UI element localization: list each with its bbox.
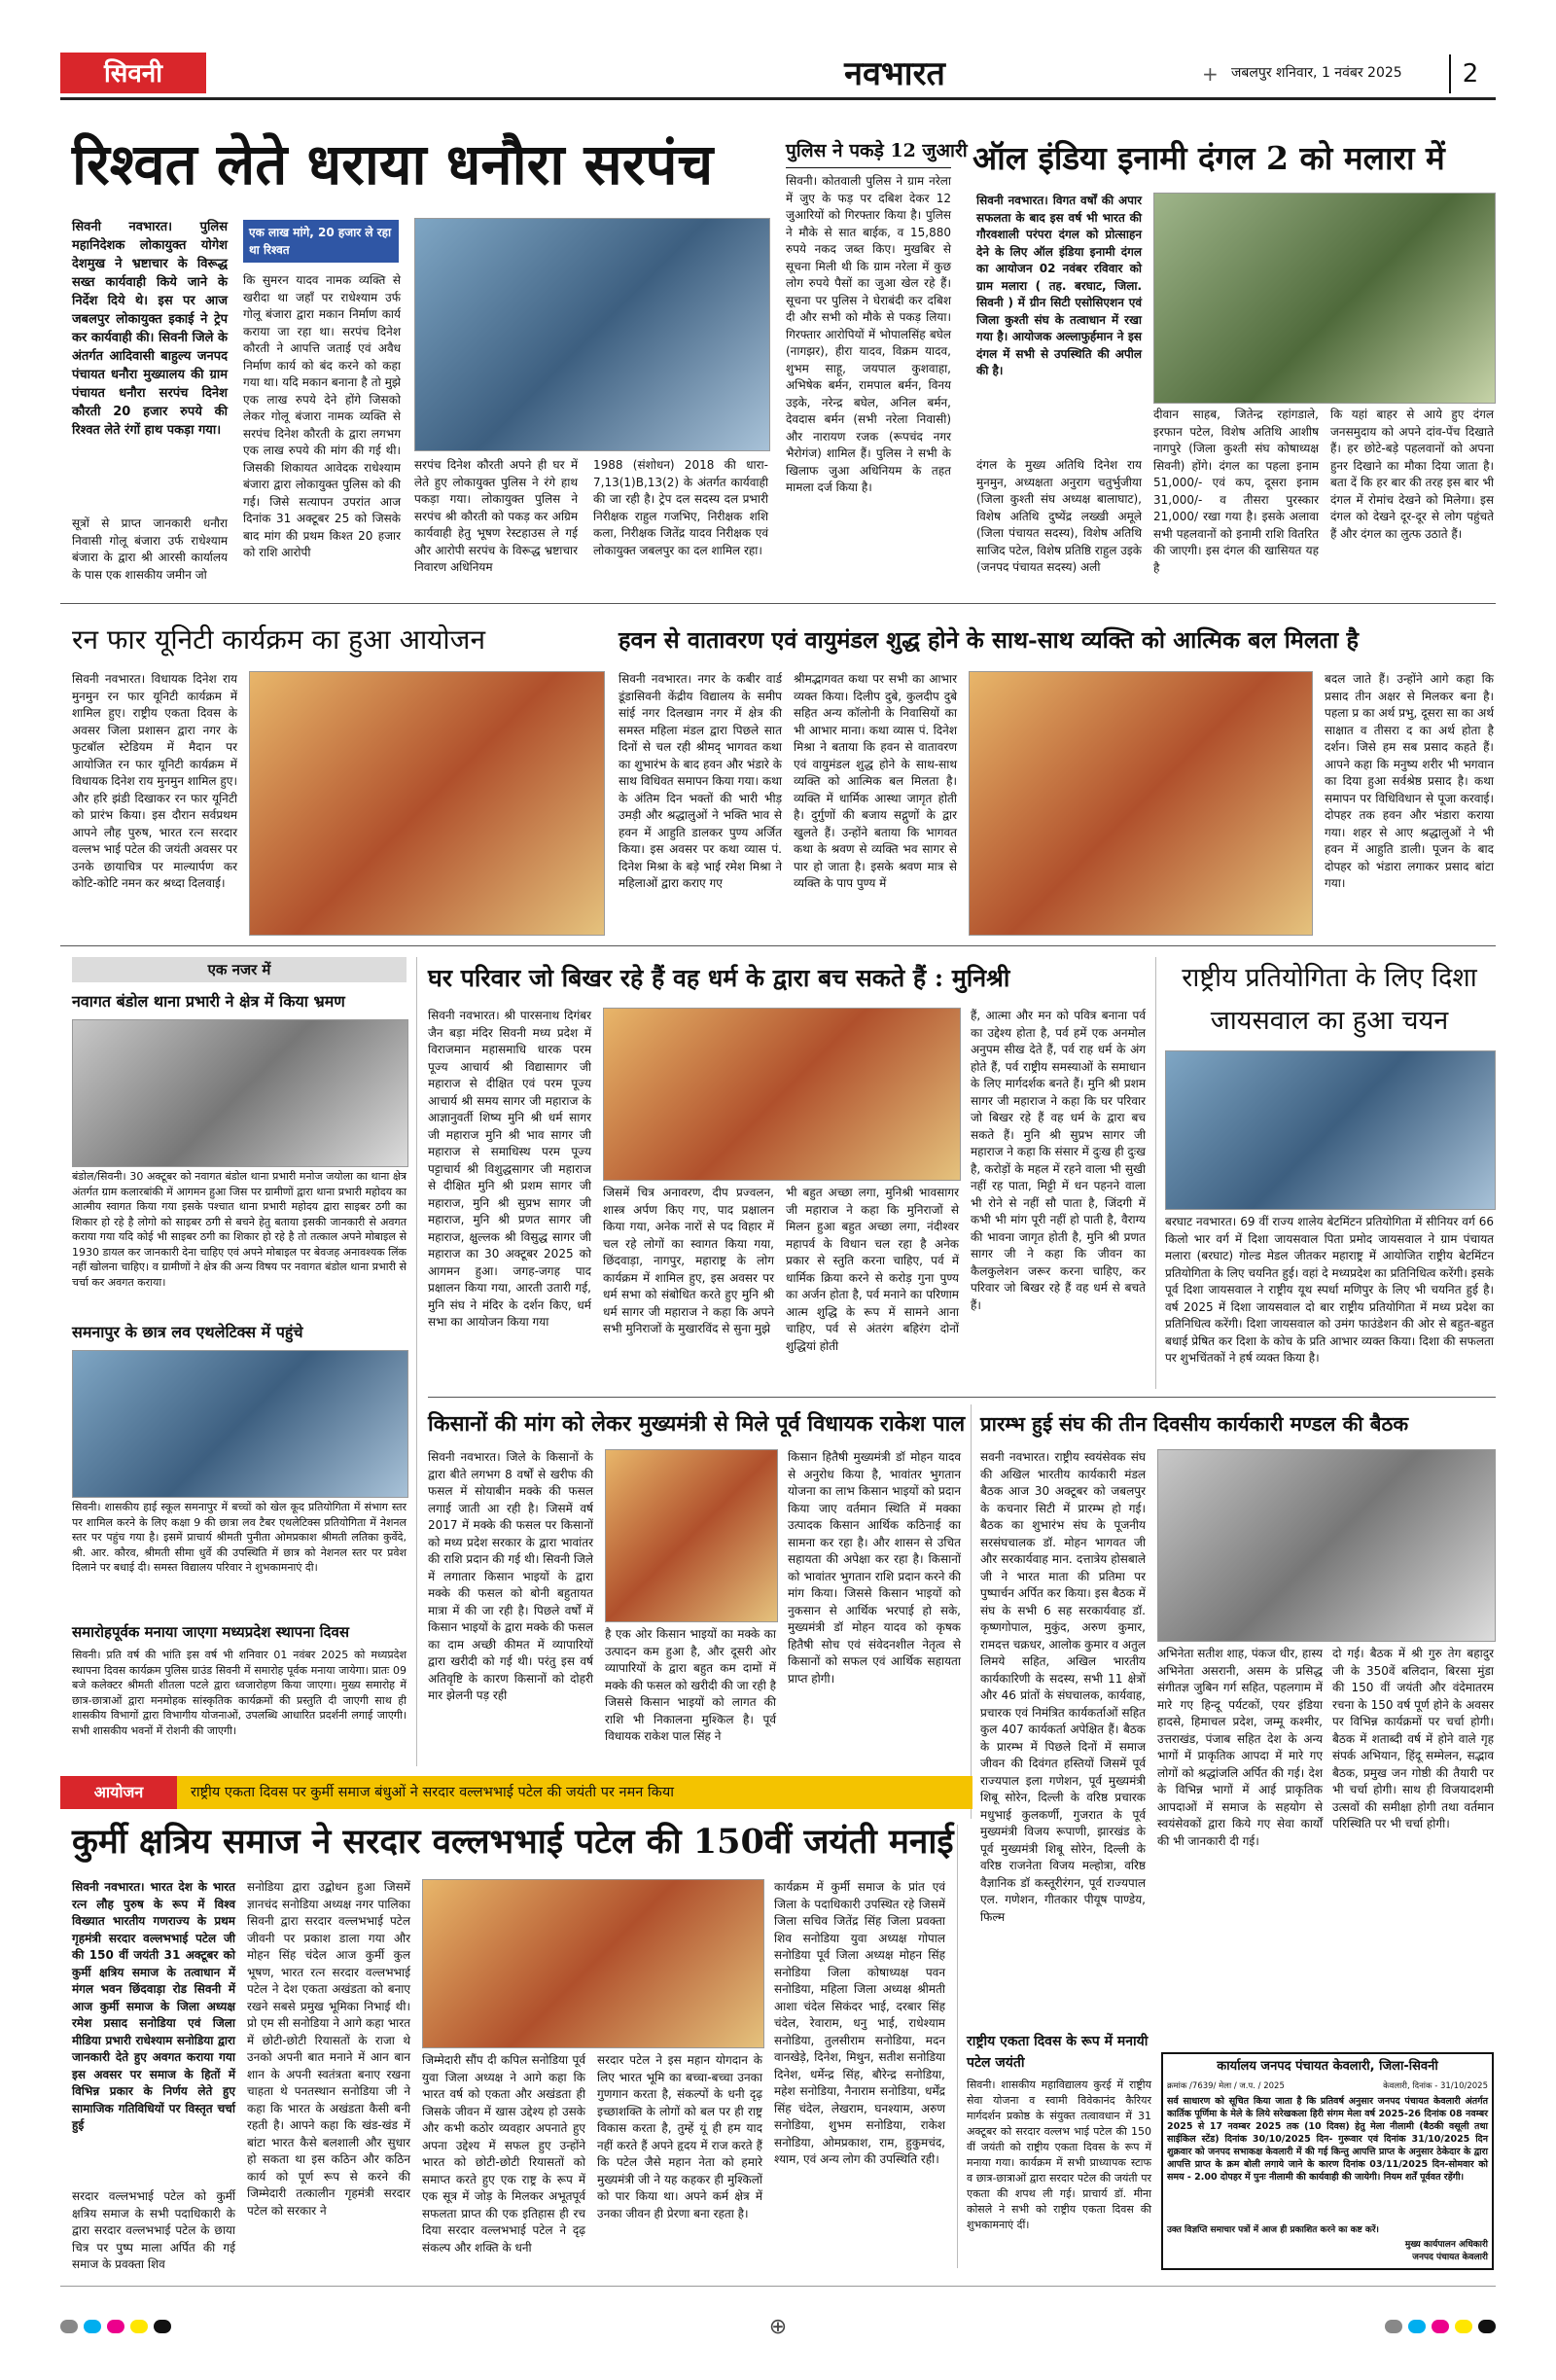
notice-body: सर्व साधारण को सूचित किया जाता है कि प्रतिवर्ष अनुसार जनपद पंचायत केवलारी अंतर्गत कार्तिक पूर्णिमा के मेले के लिये सरेखकला हिरी संगम मेला वर्ष 2025-26 दिनांक 08 नवम्बर 2025 से 17 नवम्बर 2025 तक (10 दिवस) हेतु मेला नीलामी (बैठकी वसूली तथा साईकिल स्टेंड) दिनांक 30/10/2025 दिन- गुरूवार एवं दिनांक 31/10/2025 दिन शुक्रवार को जनपद सभाकक्ष केवलारी में की गई किन्तु आपत्ति प्राप्त के अनुसार ठेकेदार के द्वारा आपत्ति प्राप्त के क्रम बोली लगाये जाने के कारण दिनांक 03/11/2025 दिन-सोमवार को समय - 2.00 दोपहर में पुनः नीलामी की कार्यवाही की जायेगी। नियम शर्तें पूर्ववत रहेंगी।: [1167, 2096, 1488, 2183]
story6-col-a: सिवनी नवभारत। श्री पारसनाथ दिगंबर जैन बड़ा मंदिर सिवनी मध्य प्रदेश में विराजमान महासमाधि धारक परम पूज्य आचार्य श्री विद्यासागर जी महाराज से दीक्षित एवं परम पूज्य आचार्य श्री समय सागर जी महाराज के आज्ञानुवर्ती शिष्य मुनि श्री धर्म सागर जी महाराज मुनि श्री भाव सागर जी महाराज से समाधिस्थ परम पूज्य पट्टाचार्य श्री विशुद्धसागर जी महाराज से दीक्षित मुनि श्री प्रशम सागर जी महाराज, मुनि श्री सुप्रभ सागर जी महाराज, मुनि श्री प्रणत सागर जी महाराज, क्षुल्लक श्री विसुद्ध सागर जी महाराज का 30 अक्टूबर 2025 को आगमन हुआ। जगह-जगह पाद प्रक्षालन किया गया, आरती उतारी गई, मुनि संघ ने मंदिर के दर्शन किए, धर्म सभा का आयोजन किया गया: [428, 1009, 591, 1329]
story3-photo: [1153, 193, 1496, 404]
story1-headline: रिश्वत लेते धराया धनौरा सरपंच: [72, 131, 714, 197]
story10-lead: सिवनी नवभारत। भारत देश के भारत रत्न लौह पुरुष के रूप में विश्व विख्यात भारतीय गणराज्य के प्रथम गृहमंत्री सरदार वल्लभभाई पटेल जी की 150 वीं जयंती 31 अक्टूबर को कुर्मी क्षत्रिय समाज के तत्वाधान में मंगल भवन छिंदवाड़ा रोड सिवनी में आज कुर्मी समाज के जिला अध्यक्ष रमेश प्रसाद सनोडिया एवं जिला मीडिया प्रभारी राधेश्याम सनोडिया द्वारा जानकारी देते हुए अवगत कराया गया इस अवसर पर समाज के हितों में विभिन्न प्रकार के निर्णय लेते हुए सामाजिक गतिविधियों पर विस्तृत चर्चा हुई: [72, 1880, 235, 2132]
story7-body: बरघाट नवभारत। 69 वीं राज्य शालेय बेटमिंटन प्रतियोगिता में सीनियर वर्ग 66 किलो भार वर्ग में दिशा जायसवाल पिता प्रमोद जायसवाल ने ग्राम पंचायत मलारा (बरघाट) गोल्ड मेडल जीतकर महाराष्ट्र में आयोजित राष्ट्रीय बेटमिंटन प्रतियोगिता के लिए चयनित हुई। वहां दे मध्यप्रदेश का प्रतिनिधित्व करेंगी। इसके पूर्व दिशा जायसवाल ने राष्ट्रीय यूथ स्पर्धा मणिपुर के लिए भी चयनित हुई है। वर्ष 2025 में दिशा जायसवाल दो बार राष्ट्रीय प्रतियोगिता में मध्य प्रदेश का प्रतिनिधित्व करेंगी। दिशा जायसवाल को उमंग फाउंडेशन की ओर से बहुत-बहुत बधाई प्रेषित कर दिशा के कोच के प्रति आभार व्यक्त किया। दिशा की सफलता पर शुभचिंतकों ने हर्ष व्यक्त किया है।: [1165, 1215, 1494, 1365]
section-label: सिवनी: [104, 59, 162, 89]
story1-col-d: 1988 (संशोधन) 2018 की धारा- 7,13(1)B,13(2) के अंतर्गत कार्यवाही की जा रही है। ट्रेप दल सदस्य दल प्रभारी निरीक्षक राहुल गजभिए, निरीक्षक शशि कला, निरीक्षक जितेंद्र यादव निरीक्षक एवं लोकायुक्त जबलपुर का दल शामिल रहा।: [593, 458, 768, 557]
story7-rule: [1155, 957, 1156, 1389]
story3-body3: कि यहां बाहर से आये हुए दंगल जनसमुदाय को अपने दांव-पेंच दिखाते हैं। हर छोटे-बड़े पहलवानों को अपना हुनर दिखाने का मौका दिया जाता है। बता दें कि हर बार की तरह इस बार भी दंगल में रोमांच देखने को मिलेगा। इस दंगल को देखने दूर-दूर से लोग पहुंचते हैं और दंगल का लुत्फ उठाते हैं।: [1330, 408, 1494, 541]
swatch-icon: [130, 2320, 148, 2333]
notice-signature: मुख्य कार्यपालन अधिकारी जनपद पंचायत केवलारी: [1404, 2240, 1488, 2262]
story11-body: सिवनी। शासकीय महाविद्यालय कुरई में राष्ट्रीय सेवा योजना व स्वामी विवेकानंद कैरियर मार्गदर्शन प्रकोष्ठ के संयुक्त तत्वावधान में 31 अक्टूबर को सरदार वल्लभ भाई पटेल की 150 वीं जयंती को राष्ट्रीय एकता दिवस के रूप में मनाया गया। कार्यक्रम में सभी प्राध्यापक स्टाफ व छात्र-छात्राओं द्वारा सरदार पटेल की जयंती पर एकता की शपथ ली गई। प्राचार्य डॉ. मीना कोसले ने सभी को राष्ट्रीय एकता दिवस की शुभकामनाएं दीं।: [967, 2078, 1151, 2231]
story10-col-e: सरदार पटेल ने इस महान योगदान के लिए भारत भूमि का बच्चा-बच्चा उनका गुणगान करता है, संकल्पों के धनी दृढ़ इच्छाशक्ति के लोगों को बल पर ही राष्ट्र विकास करता है, तुम्हें यूं ही हम याद नहीं करते हैं अपने हृदय में राज करते हैं कि पटेल जैसे महान नेता को हमारे मुख्यमंत्री जी ने यह कहकर ही मुश्किलों को पार किया था। अपने कर्म क्षेत्र में उनका जीवन ही प्रेरणा बना रहता है।: [597, 2053, 762, 2220]
notice-footer: उक्त विज्ञप्ति समाचार पत्रों में आज ही प्रकाशित करने का कष्ट करें।: [1167, 2225, 1379, 2235]
story5-photo: [969, 671, 1313, 936]
story5-headline: हवन से वातावरण एवं वायुमंडल शुद्ध होने के साथ-साथ व्यक्ति को आत्मिक बल मिलता है: [619, 626, 1359, 654]
notice-ref-left: क्रमांक /7639/ मेला / ज.प. / 2025: [1167, 2081, 1285, 2091]
swatch-icon: [1455, 2320, 1472, 2333]
swatch-icon: [1408, 2320, 1426, 2333]
story8-col-b: है एक ओर किसान भाइयों का मक्के का उत्पादन कम हुआ है, और दूसरी ओर व्यापारियों के द्वारा बहुत कम दामों में मक्के की फसल को खरीदी की जा रही है जिससे किसान भाइयों को लागत की राशि भी निकालना मुश्किल है। पूर्व विधायक राकेश पाल सिंह ने: [605, 1627, 777, 1743]
story6-col-c: भी बहुत अच्छा लगा, मुनिश्री भावसागर जी महाराज ने कहा कि मुनिराजों से मिलन हुआ बहुत अच्छा लगा, नंदीश्वर महापर्व के विधान चल रहा है अनेक प्रकार से स्तुति करना चाहिए, पर्व में धार्मिक क्रिया करने से करोड़ गुना पुण्य का अर्जन होता है, पर्व मनाने का परिणाम आत्म शुद्धि के रूप में सामने आना चाहिए, पर्व से अंतरंग बहिरंग दोनों शुद्धियां होती: [786, 1186, 959, 1353]
story1-col-a: सूत्रों से प्राप्त जानकारी धनौरा निवासी गोलू बंजारा उर्फ राधेश्याम बंजारा के द्वारा श्री आरसी कार्यालय के पास एक शासकीय जमीन जो: [72, 516, 228, 582]
footer-rule: [60, 2286, 1496, 2287]
swatch-icon: [1478, 2320, 1496, 2333]
story7-headline: राष्ट्रीय प्रतियोगिता के लिए दिशा जायसवाल का हुआ चयन: [1182, 963, 1477, 1036]
story9-body2: अभिनेता सतीश शाह, पंकज धीर, हास्य अभिनेता असरानी, असम के प्रसिद्ध संगीतज्ञ जुबिन गर्ग सहित, पहलगाम में मारे गए हिन्दू पर्यटकों, एयर इंडिया हादसे, हिमाचल प्रदेश, जम्मू कश्मीर, उत्तराखंड, पंजाब सहित देश के अन्य भागों में प्राकृतिक आपदा में मारे गए लोगों को श्रद्धांजलि अर्पित की गई। देश के विभिन्न भागों में आई प्राकृतिक आपदाओं में समाज के सहयोग से स्वयंसेवकों द्वारा किये गए सेवा कार्यों की भी जानकारी दी गई।: [1157, 1647, 1323, 1848]
story3-body2: दीवान साहब, जितेन्द्र रहांगडाले, इरफान पटेल, विशेष अतिथि आशीष नागपुरे (जिला कुश्ती संघ कोषाध्यक्ष सिवनी) होंगे। दंगल का पहला इनाम 51,000/- एवं कप, दूसरा इनाम 31,000/- व तीसरा पुरस्कार 21,000/ रखा गया है। इसके अलावा सभी पहलवानों को इनामी राशि वितरित की जाएगी। इस दंगल की खासियत यह है: [1153, 408, 1319, 575]
divider-3: [428, 1397, 1496, 1398]
story1-photo: [414, 218, 770, 451]
brief3-body: सिवनी। प्रति वर्ष की भांति इस वर्ष भी शनिवार 01 नवंबर 2025 को मध्यप्रदेश स्थापना दिवस कार्यक्रम पुलिस ग्राउंड सिवनी में समारोह पूर्वक मनाया जायेगा। प्रातः 09 बजे कलेक्टर श्रीमती शीतला पटले द्वारा ध्वजारोहण किया जाएगा। मुख्य समारोह में छात्र-छात्राओं द्वारा मनमोहक सांस्कृतिक कार्यक्रमों की प्रस्तुति दी जाएगी साथ ही शासकीय विभागों द्वारा विभागीय योजनाओं, उपलब्धि आधारित प्रदर्शनी लगाई जाएगी। सभी शासकीय भवनों में रोशनी की जाएगी।: [72, 1649, 407, 1737]
story10-photo: [422, 1879, 764, 2048]
header-rule: [60, 97, 1496, 100]
brief1-photo: [72, 1019, 408, 1167]
story11-headline: राष्ट्रीय एकता दिवस के रूप में मनायी पटेल जयंती: [967, 2034, 1149, 2071]
story3-lead: सिवनी नवभारत। विगत वर्षों की अपार सफलता के बाद इस वर्ष भी भारत की गौरवशाली परंपरा दंगल को प्रोत्साहन देने के लिए ऑल इंडिया इनामी दंगल का आयोजन 02 नवंबर रविवार को ग्राम मलारा ( तह. बरघाट, जिला. सिवनी ) में ग्रीन सिटी एसोसिएशन एवं जिला कुश्ती संघ के तत्वाधान में रखा गया है। आयोजक अल्लाफुर्हमान ने इस दंगल में सभी से उपस्थिति की अपील की है।: [976, 194, 1142, 377]
swatch-icon: [84, 2320, 101, 2333]
swatch-icon: [154, 2320, 171, 2333]
masthead: नवभारत: [844, 54, 945, 93]
dateline: जबलपुर शनिवार, 1 नवंबर 2025: [1231, 65, 1402, 81]
story9-rule: [971, 1404, 972, 1819]
story10-col-b: सनोडिया द्वारा उद्बोधन हुआ जिसमें ज्ञानचंद सनोडिया अध्यक्ष नगर पालिका सिवनी द्वारा सरदार वल्लभभाई पटेल जीवनी पर प्रकाश डाला गया और मोहन सिंह चंदेल आज कुर्मी कुल भूषण, भारत रत्न सरदार वल्लभभाई पटेल ने देश एकता अखंडता को बनाए रखने सबसे प्रमुख भूमिका निभाई थी। प्रो एम सी सनोडिया ने आगे कहा भारत में छोटी-छोटी रियासतों के राजा थे उनको अपनी बात मनाने में आन बान शान के अपनी स्वतंत्रता बनाए रखना चाहता थे पनतस्थान सनोडिया जी ने कहा कि भारत के अखंडता कैसी बनी रहती है। आपने कहा कि खंड-खंड में बांटा भारत कैसे बलशाली और सुधार हो सकता था इस कठिन और कठिन कार्य को पूर्ण रूप से करने की जिम्मेदारी तत्कालीन गृहमंत्री सरदार पटेल को सरकार ने: [247, 1880, 410, 2218]
story3-body: दंगल के मुख्य अतिथि दिनेश राय मुनमुन, अध्यक्षता अनुराग चतुर्भुजीया (जिला कुश्ती संघ अध्यक्ष बालाघाट), विशेष अतिथि दुष्येंद्र लख्खी अमूले (जिला पंचायत सदस्य), विशेष अतिथि साजिद पटेल, विशेष प्रतिष्ठि राहुल उइके (जनपद पंचायत सदस्य) अली: [976, 458, 1142, 574]
story8-col-c: किसान हितैषी मुख्यमंत्री डॉ मोहन यादव से अनुरोध किया है, भावांतर भुगतान योजना का लाभ किसान भाइयों को प्रदान किया जाए वर्तमान स्थिति में मक्का उत्पादक किसान आर्थिक कठिनाई का सामना कर रहा है। और शासन से उचित सहायता की अपेक्षा कर रहा है। किसानों को भावांतर भुगतान राशि प्रदान करने की मांग किया। जिससे किसान भाइयों को नुकसान से आर्थिक भरपाई हो सके, मुख्यमंत्री डॉ मोहन यादव को कृषक हितैषी सोच एवं संवेदनशील नेतृत्व से किसानों को सफल एवं आर्थिक सहायता प्राप्त होगी।: [788, 1450, 961, 1686]
divider-2: [60, 945, 1496, 946]
brief1-body: बंडोल/सिवनी। 30 अक्टूबर को नवागत बंडोल थाना प्रभारी मनोज जयोला का थाना क्षेत्र अंतर्गत ग्राम कलारबांकी में आगमन हुआ जिस पर ग्रामीणों द्वारा थाना प्रभारी महोदय का आत्मीय स्वागत किया गया इसके पश्चात थाना प्रभारी महोदय द्वारा साइबर ठगी का शिकार हो रहे है लोगो को साइबर ठगी से बचने हेतु बताया इसकी जानकारी से अवगत कराया गया यदि कोई भी साइबर ठगी का शिकार हो रहे है तो तत्काल अपने मोबाइल से 1930 डायल कर जानकारी देना चाहिए एवं अपने मोबाइल पर बेवजह अनावश्यक लिंक नहीं खोलना चाहिए। व ग्रामीणों ने क्षेत्र की अन्य विषय पर नवागत बंडोल थाना प्रभारी से चर्चा कर अवगत कराया।: [72, 1170, 407, 1289]
page-number: 2: [1449, 54, 1490, 93]
story6-col-b: जिसमें चित्र अनावरण, दीप प्रज्वलन, शास्त्र अर्पण किए गए, पाद प्रक्षालन किया गया, अनेक नारों से पद विहार में चल रहे लोगों का स्वागत किया गया, छिंदवाड़ा, नागपुर, महाराष्ट्र के लोग कार्यक्रम में शामिल हुए, इस अवसर पर धर्म सभा को संबोधित करते हुए मुनि श्री धर्म सागर जी महाराज ने कहा कि अपने सभी मुनिराजों के मुखारविंद से सुना मुझे: [603, 1186, 774, 1335]
brief2-photo: [72, 1350, 408, 1498]
brief2-body: सिवनी। शासकीय हाई स्कूल समनापुर में बच्चों को खेल कूद प्रतियोगिता में संभाग स्तर पर शामिल करने के लिए कक्षा 9 की छात्रा लव टैबर एथलेटिक्स प्रतियोगिता में नेशनल स्तर पर पहुंच गया है। इसमें प्राचार्य श्रीमती पुनीता ओमप्रकाश श्रीमती लतिका कुर्वेदे, श्री. आर. कौरव, श्रीमती सीमा धुर्वे की उपस्थिति में छात्र को नेशनल स्तर पर प्रवेश दिलाने पर बधाई दी। समस्त विद्यालय परिवार ने शुभकामनाएं दी।: [72, 1501, 407, 1574]
story9-headline: प्रारम्भ हुई संघ की तीन दिवसीय कार्यकारी मण्डल की बैठक: [980, 1412, 1409, 1436]
story5-col-a: सिवनी नवभारत। नगर के कबीर वार्ड डूंडासिवनी केंद्रीय विद्यालय के समीप सांई नगर दिलखाम नगर में क्षेत्र की समस्त महिला मंडल द्वारा पिछले सात दिनों से चल रही श्रीमद् भागवत कथा का शुभारंभ के बाद हवन और भंडारे के साथ विधिवत समापन किया गया। कथा के अंतिम दिन भक्तों की भारी भीड़ उमड़ी और श्रद्धालुओं ने भक्ति भाव से हवन में आहुति डालकर पुण्य अर्जित किया। इस अवसर पर कथा व्यास पं. दिनेश मिश्रा के बड़े भाई रमेश मिश्रा ने महिलाओं द्वारा कराए गए: [619, 672, 782, 890]
story6-headline: घर परिवार जो बिखर रहे हैं वह धर्म के द्वारा बच सकते हैं : मुनिश्री: [428, 964, 1010, 992]
story4-headline: रन फार यूनिटी कार्यक्रम का हुआ आयोजन: [72, 623, 485, 656]
story10-headline: कुर्मी क्षत्रिय समाज ने सरदार वल्लभभाई पटेल की 150वीं जयंती मनाई: [72, 1822, 954, 1862]
story6-col-d: हैं, आत्मा और मन को पवित्र बनाना पर्व का उद्देश्य होता है, पर्व हमें एक अनमोल अनुपम सीख देते हैं, पर्व राह धर्म के अंग होते हैं, पर्व राष्ट्रीय समस्याओं के समाधान के लिए मार्गदर्शक बनते हैं। मुनि श्री प्रशम सागर जी महाराज ने कहा कि घर परिवार जो बिखर रहे हैं वह धर्म के द्वारा बच सकते हैं। मुनि श्री सुप्रभ सागर जी महाराज ने कहा कि संसार में दुःख ही दुःख है, करोड़ों के महल में रहने वाला भी सुखी नहीं रह पाता, मिट्टी में धन पहनने वाला भी रोने से नहीं सौ पाता है, जिंदगी में कभी भी मांग पूरी नहीं हो पाती है, वैराग्य की भावना जागृत होती है, मुनि श्री प्रणत सागर जी ने कहा कि जीवन का कैलकुलेशन जरूर करना चाहिए, कर परिवार जो बिखर रहे हैं वह धर्म से बचते हैं।: [971, 1009, 1146, 1312]
banner-tag: आयोजन: [60, 1776, 177, 1809]
color-bar-right: [1385, 2320, 1496, 2333]
story2-headline: पुलिस ने पकड़े 12 जुआरी: [786, 140, 968, 161]
story10-col-d: कार्यक्रम में कुर्मी समाज के प्रांत एवं जिला के पदाधिकारी उपस्थित रहे जिसमें जिला सचिव जितेंद्र सिंह जिला प्रवक्ता शिव सनोडिया युवा अध्यक्ष गोपाल सनोडिया पूर्व जिला अध्यक्ष मोहन सिंह सनोडिया जिला कोषाध्यक्ष पवन सनोडिया, महिला जिला अध्यक्ष श्रीमती आशा चंदेल सिकंदर भाई, दरबार सिंह चंदेल, रेवाराम, धनु भाई, राधेश्याम सनोडिया, तुलसीराम सनोडिया, मदन वानखेड़े, दिनेश, मिथुन, सतीश सनोडिया दिनेश, धर्मेन्द्र सिंह, बौरेन्द्र सनोडिया, महेश सनोडिया, नैनाराम सनोडिया, धर्मेंद्र सिंह चंदेल, लेखराम, घनश्याम, अरुण सनोडिया, शुभम सनोडिया, राकेश सनोडिया, ओमप्रकाश, राम, हुकुमचंद, श्याम, एवं अन्य लोग की उपस्थिति रही।: [774, 1880, 945, 2166]
story5-col-b: श्रीमद्भागवत कथा पर सभी का आभार व्यक्त किया। दिलीप दुबे, कुलदीप दुबे सहित अन्य कॉलोनी के निवासियों का भी आभार माना। कथा व्यास पं. दिनेश मिश्रा ने बताया कि हवन से वातावरण एवं वायुमंडल शुद्ध होने के साथ-साथ व्यक्ति को आत्मिक बल मिलता है। व्यक्ति में धार्मिक आस्था जागृत होती है। दुर्गुणों की बजाय सद्गुणों के द्वार खुलते हैं। उन्होंने बताया कि भागवत कथा के श्रवण से व्यक्ति भव सागर से पार हो जाता है। इसके श्रवण मात्र से व्यक्ति के पाप पुण्य में: [794, 672, 957, 890]
story2-head-rule: [786, 167, 951, 168]
story6-photo: [603, 1008, 961, 1181]
story1-col-b: कि सुमरन यादव नामक व्यक्ति से खरीदा था जहाँ पर राधेश्याम उर्फ गोलू बंजारा द्वारा मकान निर्माण कार्य कराया जा रहा था। सरपंच दिनेश कौरती ने आपत्ति जताई एवं अवैध निर्माण कार्य को बंद करने को कहा गया था। यदि मकान बनाना है तो मुझे एक लाख रुपये देने होंगे जिसको लेकर गोलू बंजारा नामक व्यक्ति से सरपंच दिनेश कौरती के द्वारा लगभग एक लाख रुपये की मांग की गई थी। जिसकी शिकायत आवेदक राधेश्याम बंजारा द्वारा लोकायुक्त पुलिस को की गई। जिसे सत्यापन उपरांत आज दिनांक 31 अक्टूबर 25 को जिसके बाद मांग की प्रथम किश्त 20 हजार को राशि आरोपी: [243, 273, 401, 559]
banner-title: राष्ट्रीय एकता दिवस पर कुर्मी समाज बंधुओं ने सरदार वल्लभभाई पटेल की जयंती पर नमन किया: [177, 1776, 972, 1809]
registration-marks: [60, 2315, 1496, 2338]
story9-photo: [1157, 1449, 1496, 1642]
swatch-icon: [60, 2320, 78, 2333]
crosshair-icon: +: [1202, 62, 1219, 86]
briefs-tag: एक नजर में: [72, 957, 407, 982]
story4-body: सिवनी नवभारत। विधायक दिनेश राय मुनमुन रन फार यूनिटी कार्यक्रम में शामिल हुए। राष्ट्रीय एकता दिवस के अवसर जिला प्रशासन द्वारा नगर के फुटबॉल स्टेडियम में मैदान पर आयोजित रन फार यूनिटी कार्यक्रम में विधायक दिनेश राय मुनमुन शामिल हुए। और हरि झंडी दिखाकर रन फार यूनिटी को प्रारंभ किया। इस दौरान सर्वप्रथम आपने लौह पुरुष, भारत रत्न सरदार वल्लभ भाई पटेल की जयंती अवसर पर उनके छायाचित्र पर माल्यार्पण कर कोटि-कोटि नमन कर श्रध्दा दिलवाई।: [72, 672, 237, 890]
briefs-rule: [416, 957, 417, 1766]
notice-title: कार्यालय जनपद पंचायत केवलारी, जिला-सिवनी: [1217, 2059, 1438, 2074]
story3-headline: ऑल इंडिया इनामी दंगल 2 को मलारा में: [972, 139, 1445, 177]
story9-body3: दो गई। बैठक में श्री गुरु तेग बहादुर जी के 350वें बलिदान, बिरसा मुंडा की 150 वीं जयंती और वंदेमातरम रचना के 150 वर्ष पूर्ण होने के अवसर पर विभिन्न कार्यक्रमों पर चर्चा होगी। बैठक में शताब्दी वर्ष में होने वाले गृह संपर्क अभियान, हिंदू सम्मेलन, सद्भाव बैठक, प्रमुख जन गोष्ठी की तैयारी पर भी चर्चा होगी। साथ ही विजयादशमी उत्सवों की समीक्षा होगी तथा वर्तमान परिस्थिति पर भी चर्चा होगी।: [1332, 1647, 1494, 1830]
divider-1: [60, 603, 1496, 604]
story1-col-c: सरपंच दिनेश कौरती अपने ही घर में लेते हुए लोकायुक्त पुलिस ने रंगे हाथ पकड़ा गया। लोकायुक्त पुलिस ने सरपंच श्री कौरती को पकड़ कर अग्रिम कार्यवाही हेतु भूषण रेस्टहाउस ले गई और आरोपी सरपंच के विरूद्ध भ्रष्टाचार निवारण अधिनियम: [414, 458, 578, 574]
story10-col-a: सरदार वल्लभभाई पटेल को कुर्मी क्षत्रिय समाज के सभी पदाधिकारी के द्वारा सरदार वल्लभभाई पटेल के छाया चित्र पर पुष्प माला अर्पित की गई समाज के प्रवक्ता शिव: [72, 2189, 235, 2271]
crosshair-icon: ⊕: [768, 2314, 788, 2339]
story1-pull-quote: एक लाख मांगे, 20 हजार ले रहा था रिश्वत: [243, 220, 399, 263]
story2-body: सिवनी। कोतवाली पुलिस ने ग्राम नरेला में जुए के फड़ पर दबिश देकर 12 जुआरियों को गिरफ्तार किया है। पुलिस ने मौके से सात बाईक, व 15,880 रुपये नकद जब्त किए। मुखबिर से सूचना मिली थी कि ग्राम नरेला में कुछ लोग रुपये पैसों का जुआ खेल रहे हैं। सूचना पर पुलिस ने घेराबंदी कर दबिश दी और सभी को मौके से पकड़ लिया। गिरफ्तार आरोपियों में भोपालसिंह बघेल (नागझर), हीरा यादव, विक्रम यादव, शुभम साहू, जयपाल कुशवाहा, अभिषेक बर्मन, रामपाल बर्मन, विनय उइके, नरेन्द्र बघेल, अनिल बर्मन, देवदास बर्मन (सभी नरेला निवासी) और नारायण रजक (रूपचंद नगर भैरोगंज) शामिल हैं। पुलिस ने सभी के खिलाफ जुआ अधिनियम के तहत मामला दर्ज किया है।: [786, 174, 951, 494]
notice-ref-right: केवलारी, दिनांक - 31/10/2025: [1383, 2081, 1488, 2091]
brief3-headline: समारोहपूर्वक मनाया जाएगा मध्यप्रदेश स्थापना दिवस: [72, 1623, 349, 1641]
story1-lead: सिवनी नवभारत। पुलिस महानिदेशक लोकायुक्त योगेश देशमुख ने भ्रष्टाचार के विरूद्ध सख्त कार्यवाही किये जाने के निर्देश दिये थे। इस पर आज जबलपुर लोकायुक्त इकाई ने ट्रेप कर कार्यवाही की। सिवनी जिले के अंतर्गत आदिवासी बाहुल्य जनपद पंचायत धनौरा मुख्यालय की ग्राम पंचायत धनौरा सरपंच दिनेश कौरती 20 हजार रुपये की रिश्वत लेते रंगों हाथ पकड़ा गया।: [72, 220, 228, 438]
swatch-icon: [1432, 2320, 1449, 2333]
story8-col-a: सिवनी नवभारत। जिले के किसानों के द्वारा बीते लगभग 8 वर्षों से खरीफ की फसल में सोयाबीन मक्के की फसल लगाई जाती आ रही है। जिसमें वर्ष 2017 में मक्के की फसल पर किसानों को मध्य प्रदेश सरकार के द्वारा भावांतर की राशि प्रदान की गई थी। सिवनी जिले में लगातार किसान भाइयों के द्वारा मक्के की फसल को बोनी बहुतायत मात्रा में की जा रही है। पिछले वर्षों में किसान भाइयों के द्वारा मक्के की फसल का दाम अच्छी कीमत में व्यापारियों द्वारा खरीदी को गई थी। परंतु इस वर्ष अतिवृष्टि के कारण किसानों को दोहरी मार झेलनी पड़ रही: [428, 1450, 593, 1702]
swatch-icon: [1385, 2320, 1402, 2333]
story9-body: सवनी नवभारत। राष्ट्रीय स्वयंसेवक संघ की अखिल भारतीय कार्यकारी मंडल बैठक आज 30 अक्टूबर को जबलपुर के कचनार सिटी में प्रारम्भ हो गई। बैठक का शुभारंभ संघ के पूजनीय सरसंघचालक डॉ. मोहन भागवत जी और सरकार्यवाह मान. दत्तात्रेय होसबाले जी ने भारत माता की प्रतिमा पर पुष्पार्चन अर्पित कर किया। इस बैठक में संघ के सभी 6 सह सरकार्यवाह डॉ. कृष्णगोपाल, मुकुंद, अरुण कुमार, रामदत्त चक्रधर, आलोक कुमार व अतुल लिमये सहित, अखिल भारतीय कार्यकारिणी के सदस्य, सभी 11 क्षेत्रों और 46 प्रांतों के संघचालक, कार्यवाह, प्रचारक एवं निमंत्रित कार्यकर्ताओं सहित कुल 407 कार्यकर्ता अपेक्षित हैं। बैठक के प्रारम्भ में पिछले दिनों में समाज जीवन की दिवंगत हस्तियों जिसमें पूर्व राज्यपाल इला गणेशन, पूर्व मुख्यमंत्री शिबू सोरेन, दिल्ली के वरिष्ठ प्रचारक मधुभाई कुलकर्णी, गुजरात के पूर्व मुख्यमंत्री विजय रूपाणी, झारखंड के पूर्व मुख्यमंत्री शिबू सोरेन, दिल्ली के वरिष्ठ राजनेता विजय मल्होत्रा, वरिष्ठ वैज्ञानिक डॉ कस्तूरीरंगन, पूर्व राज्यपाल एल. गणेशन, गीतकार पीयूष पाण्डेय, फिल्म: [980, 1450, 1146, 1924]
story11-rule: [957, 1825, 958, 2268]
story5-col-c: बदल जाते हैं। उन्होंने आगे कहा कि प्रसाद तीन अक्षर से मिलकर बना है। पहला प्र का अर्थ प्रभु, दूसरा सा का अर्थ साक्षात व तीसरा द का अर्थ होता है दर्शन। जिसे हम सब प्रसाद कहते हैं। आपने कहा कि मनुष्य शरीर भी भगवान का दिया हुआ सर्वश्रेष्ठ प्रसाद है। कथा समापन पर विधिविधान से पूजा करवाई। दोपहर तक हवन और भंडारा कराया गया। शहर से आए श्रद्धालुओं ने भी हवन में आहुति डाली। पूजन के बाद दोपहर को भंडारा लगाकर प्रसाद बांटा गया।: [1325, 672, 1494, 890]
swatch-icon: [107, 2320, 124, 2333]
story10-col-c: जिम्मेदारी सौंप दी कपिल सनोडिया पूर्व युवा जिला अध्यक्ष ने आगे कहा कि भारत वर्ष को एकता और अखंडता ही जिसके जीवन में खास उद्देश्य हो उसके और कभी कठोर व्यवहार अपनाते हुए अपना उद्देश्य में सफल हुए उन्होंने भारत को छोटी-छोटी रियासतों को समाप्त करते हुए एक राष्ट्र के रूप में एक सूत्र में जोड़ के मिलकर अभूतपूर्व सफलता प्राप्त की एक इतिहास ही रच दिया सरदार वल्लभभाई पटेल ने दृढ़ संकल्प और शक्ति के धनी: [422, 2053, 585, 2255]
story8-photo: [605, 1449, 778, 1622]
brief2-headline: समनापुर के छात्र लव एथलेटिक्स में पहुंचे: [72, 1323, 303, 1341]
color-bar-left: [60, 2320, 171, 2333]
story7-photo: [1165, 1050, 1496, 1210]
story8-headline: किसानों की मांग को लेकर मुख्यमंत्री से मिले पूर्व विधायक राकेश पाल: [428, 1411, 966, 1437]
brief1-headline: नवागत बंडोल थाना प्रभारी ने क्षेत्र में किया भ्रमण: [72, 992, 345, 1011]
story4-photo: [249, 671, 605, 936]
